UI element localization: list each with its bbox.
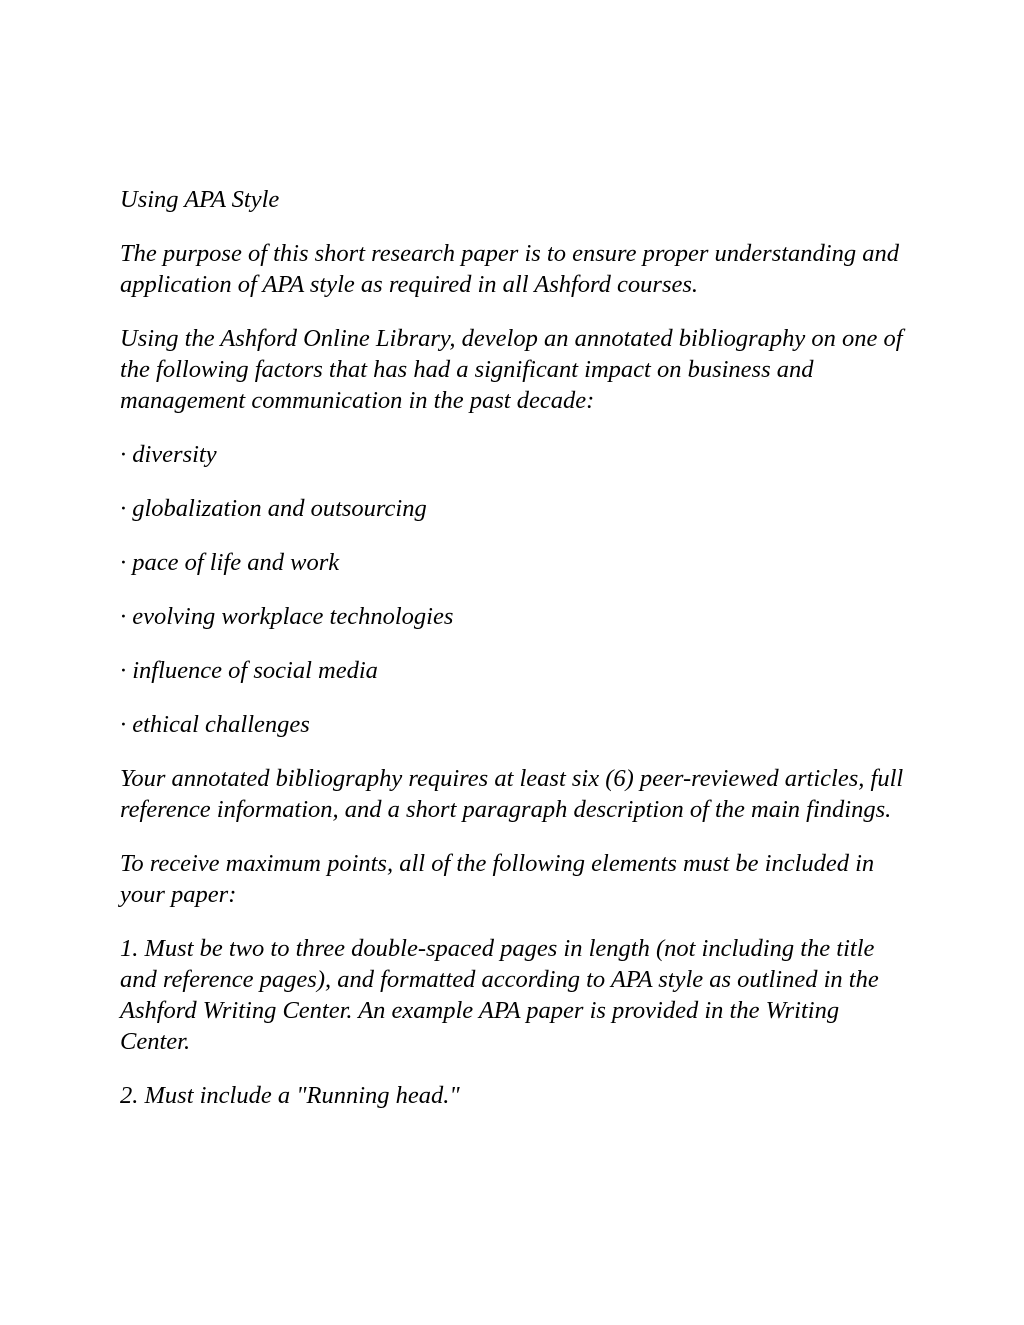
factor-list-item: · globalization and outsourcing — [120, 495, 427, 522]
instructions-paragraph: Using the Ashford Online Library, develop an annotated bibliography on one of the following factors that has had a significant impact on business and management communication in the past decade: — [120, 325, 903, 414]
document-title: Using APA Style — [120, 186, 280, 213]
factor-list-item: · evolving workplace technologies — [120, 603, 454, 630]
factor-list-item: · influence of social media — [120, 657, 378, 684]
factor-list-item: · ethical challenges — [120, 711, 310, 738]
purpose-paragraph: The purpose of this short research paper is to ensure proper understanding and application of APA style as required in all Ashford courses. — [120, 240, 899, 298]
factor-list-item: · pace of life and work — [120, 549, 340, 576]
numbered-item: 2. Must include a "Running head." — [120, 1082, 460, 1109]
numbered-item: 1. Must be two to three double-spaced pages in length (not including the title and reference pages), and formatted according to APA style as outlined in the Ashford Writing Center. An example APA paper is provided in the Writing Center. — [120, 935, 879, 1055]
requirements-paragraph: Your annotated bibliography requires at least six (6) peer-reviewed articles, full reference information, and a short paragraph description of the main findings. — [120, 765, 904, 823]
points-paragraph: To receive maximum points, all of the following elements must be included in your paper: — [120, 850, 875, 908]
document-body — [120, 184, 910, 1134]
factor-list-item: · diversity — [120, 441, 217, 468]
